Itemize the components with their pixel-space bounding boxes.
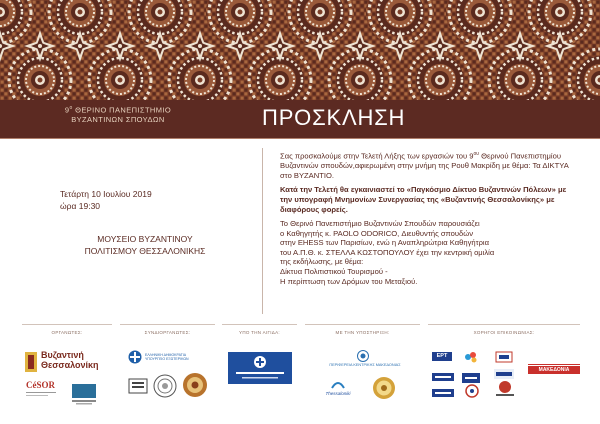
media-logo-8-icon [494, 380, 516, 398]
auspices-rule [222, 324, 297, 325]
intro-part-a: Σας προσκαλούμε στην Τελετή Λήξης των εργασιών του 9 [280, 151, 474, 161]
support-seal-icon [372, 376, 396, 400]
speakers-line6: Δίκτυα Πολιτιστικού Τουρισμού - [280, 267, 388, 277]
byz-line1: Βυζαντινή [41, 350, 84, 360]
media-logo-8 [494, 380, 516, 398]
school-line1: ΘΕΡΙΝΟ ΠΑΝΕΠΙΣΤΗΜΙΟ [75, 105, 172, 115]
summer-school-title [58, 104, 178, 124]
byzantine-thessaloniki-logo [24, 350, 99, 374]
radio-logo-2 [432, 384, 454, 392]
makedonia-newspaper-logo [528, 364, 580, 376]
event-venue [45, 233, 245, 257]
coorganizers-heading: ΣΥΝΔΙΟΡΓΑΝΩΤΕΣ: [144, 330, 191, 335]
media-logo-5-icon [462, 384, 482, 398]
paragraph-speakers [280, 219, 580, 286]
invitation-body [280, 150, 580, 291]
radio-logo-2-icon [432, 389, 454, 397]
mosaic-header-image [0, 0, 600, 100]
intro-superscript: ου [473, 151, 479, 157]
speakers-line7: Η περίπτωση των Δρόμων του Μεταξιού. [280, 276, 418, 286]
vertical-divider [262, 148, 263, 314]
speakers-line2: ο Καθηγητής κ. PAOLO ODORICO, Διευθυντής σπουδών [280, 228, 473, 238]
region-emblem-icon [357, 350, 369, 362]
museum-seal-icon [182, 372, 208, 398]
thessaloniki-mark-icon [331, 378, 345, 390]
ehess-emblem-icon [70, 382, 98, 406]
paragraph-network: Κατά την Τελετή θα εγκαινιαστεί το «Παγκόσμιο Δίκτυο Βυζαντινών Πόλεων» με την υπογραφή Μνημονίων Συνεργασίας της «Βυζαντινής Θεσσαλονίκης» με διαφόρους φορείς. [280, 185, 567, 214]
school-line2: ΒΥΖΑΝΤΙΝΩΝ ΣΠΟΥΔΩΝ [71, 114, 165, 124]
page-title: ΠΡΟΣΚΛΗΣΗ [262, 105, 406, 130]
speakers-line5: της εκδήλωσης, με θέμα: [280, 257, 364, 267]
thessaloniki-city-logo [320, 378, 356, 400]
media-rule [428, 324, 580, 325]
greek-emblem-icon [128, 350, 142, 364]
university-seal-icon [153, 374, 177, 398]
byzantine-museum-seal-logo [182, 372, 208, 398]
media-logo-4 [462, 370, 480, 380]
university-seal-logo [153, 374, 177, 398]
thessaloniki-text: Thessaloniki [325, 391, 351, 396]
media-logo-3 [464, 350, 478, 364]
school-number: 9 [64, 105, 70, 115]
auspices-heading: ΥΠΟ ΤΗΝ ΑΙΓΙΔΑ: [239, 330, 280, 335]
media-heading: ΧΟΡΗΓΟΙ ΕΠΙΚΟΙΝΩΝΙΑΣ: [473, 330, 535, 335]
region-central-macedonia-logo [320, 350, 410, 368]
media-logo-7-icon [494, 369, 514, 379]
organizers-heading: ΟΡΓΑΝΩΤΕΣ: [51, 330, 83, 335]
ministry-foreign-affairs-logo [128, 350, 208, 366]
coorganizers-rule [120, 324, 215, 325]
event-time: ώρα 19:30 [60, 201, 101, 211]
paragraph-intro [280, 150, 580, 180]
hellenic-republic-badge-icon [228, 352, 292, 384]
ministry-text: ΕΛΛΗΝΙΚΗ ΔΗΜΟΚΡΑΤΙΑ ΥΠΟΥΡΓΕΙΟ ΕΞΩΤΕΡΙΚΩΝ [145, 353, 189, 361]
organizers-rule [22, 324, 112, 325]
speakers-line4: του Α.Π.Θ. κ. ΣΤΕΛΛΑ ΚΩΣΤΟΠΟΥΛΟΥ έχει την κεντρική ομιλία [280, 247, 495, 257]
ehess-logo [70, 382, 98, 406]
radio-logo-1 [432, 368, 454, 376]
byz-line2: Θεσσαλονίκη [41, 360, 99, 370]
support-rule [305, 324, 420, 325]
cesor-logo [26, 380, 58, 402]
hellenic-republic-logo [228, 352, 292, 384]
media-logo-3-icon [464, 350, 478, 364]
school-number-suffix: ο [69, 105, 73, 111]
support-heading: ΜΕ ΤΗΝ ΥΠΟΣΤΗΡΙΞΗ: [335, 330, 390, 335]
auth-logo [128, 376, 148, 396]
makedonia-text: ΜΑΚΕΔΟΝΙΑ [528, 366, 580, 374]
region-text: ΠΕΡΙΦΕΡΕΙΑ ΚΕΝΤΡΙΚΗΣ ΜΑΚΕΔΟΝΙΑΣ [329, 363, 401, 367]
ert-logo [432, 352, 452, 362]
venue-line1: ΜΟΥΣΕΙΟ ΒΥΖΑΝΤΙΝΟΥ [97, 234, 193, 244]
speakers-line3: στην EHESS των Παρισίων, ενώ η Αναπληρώτρια Καθηγήτρια [280, 238, 489, 248]
media-logo-7 [494, 366, 514, 376]
media-logo-6-icon [494, 351, 514, 363]
byz-emblem-icon [24, 351, 38, 373]
cesor-text: CéSOR [26, 380, 55, 390]
auth-seal-icon [128, 376, 148, 396]
intro-part-b: Θερινού Πανεπιστημίου Βυζαντινών σπουδών,αφιερωμένη στην μνήμη της Ρουθ Μακρίδη με θέμα: Τα ΔΙΚΤΥΑ στο ΒΥΖΑΝΤΙΟ. [280, 151, 569, 180]
media-logo-6 [494, 350, 514, 362]
radio-logo-1-icon [432, 373, 454, 381]
media-logo-5 [462, 384, 482, 398]
event-datetime [60, 188, 220, 212]
venue-line2: ΠΟΛΙΤΙΣΜΟΥ ΘΕΣΣΑΛΟΝΙΚΗΣ [84, 246, 206, 256]
event-date: Τετάρτη 10 Ιουλίου 2019 [60, 189, 152, 199]
media-logo-4-icon [462, 373, 480, 383]
speakers-line1: Το Θερινό Πανεπιστήμιο Βυζαντινών Σπουδών παρουσιάζει [280, 219, 480, 229]
band-divider [0, 138, 600, 139]
support-seal-logo [372, 376, 396, 400]
ert-text: ΕΡΤ [432, 352, 452, 361]
